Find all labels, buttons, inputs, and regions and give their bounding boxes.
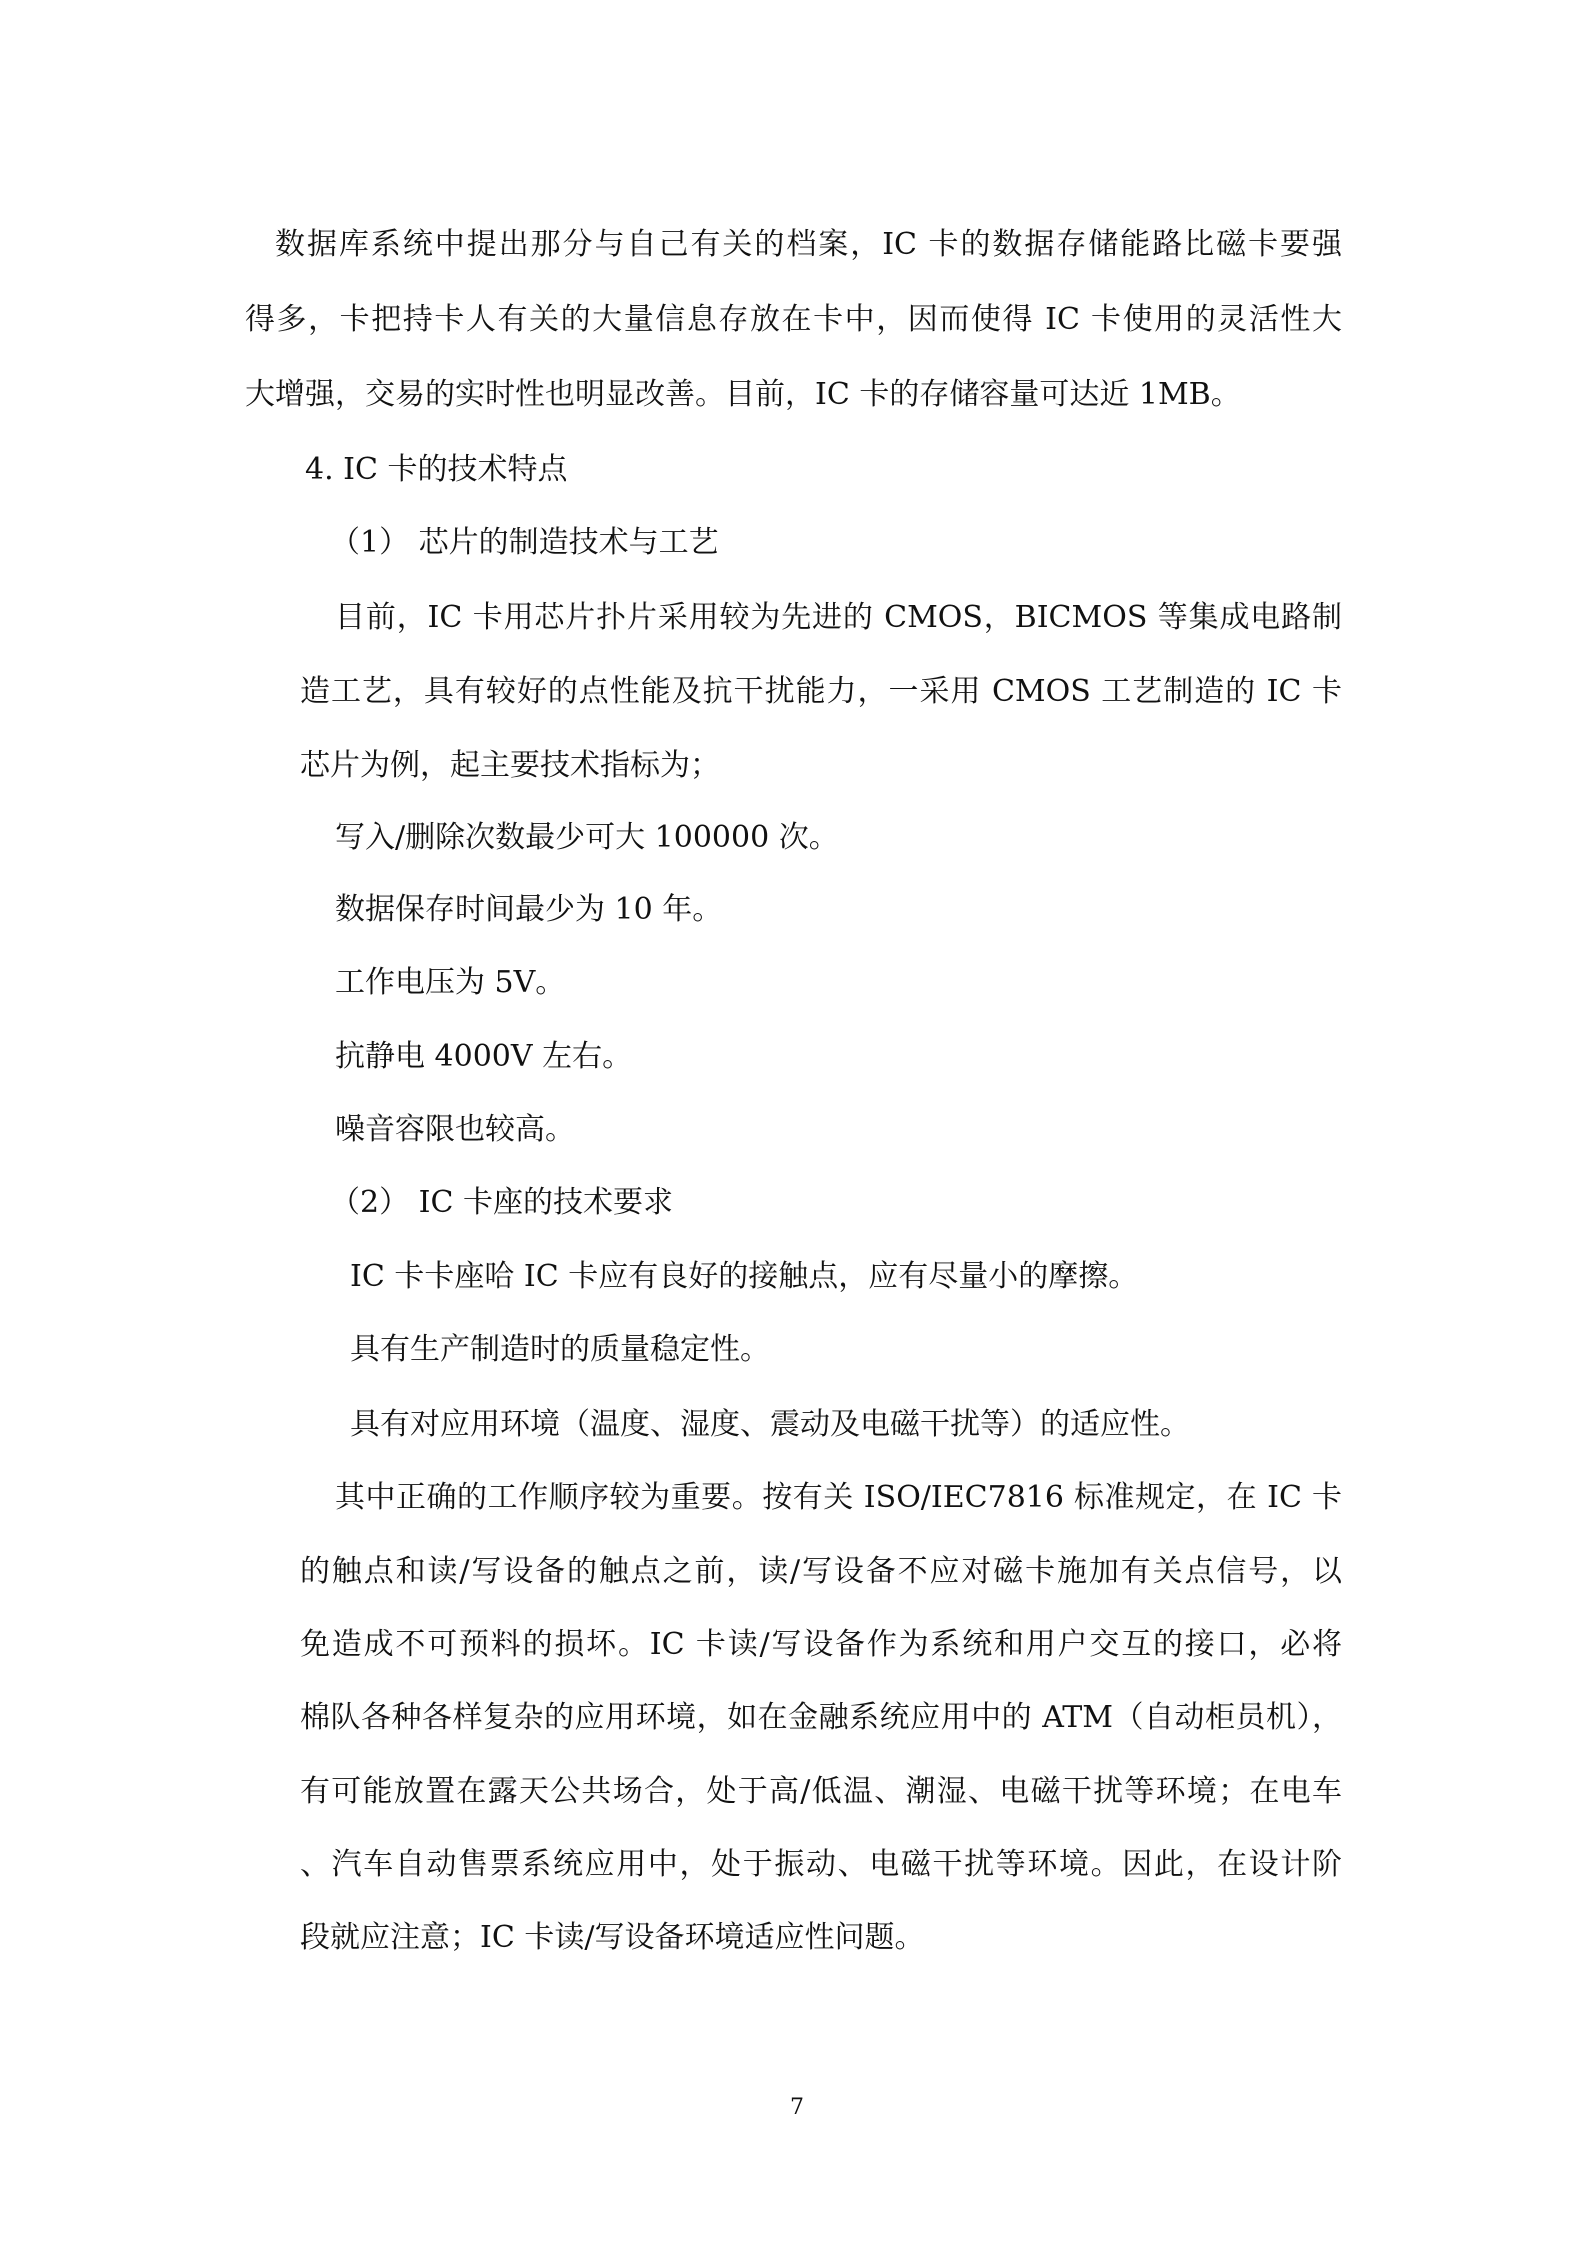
paragraph-line: 大增强，交易的实时性也明显改善。目前，IC 卡的存储容量可达近 1MB。: [245, 377, 1241, 412]
paragraph-line: 免造成不可预料的损坏。IC 卡读/写设备作为系统和用户交互的接口，必将: [300, 1627, 1342, 1662]
paragraph-line: 造工艺，具有较好的点性能及抗干扰能力，一采用 CMOS 工艺制造的 IC 卡: [300, 674, 1342, 709]
paragraph-line: 其中正确的工作顺序较为重要。按有关 ISO/IEC7816 标准规定，在 IC 卡: [335, 1480, 1342, 1515]
paragraph-line: 段就应注意；IC 卡读/写设备环境适应性问题。: [300, 1920, 925, 1955]
subsection-heading: （1） 芯片的制造技术与工艺: [330, 525, 719, 560]
paragraph-line: 棉队各种各样复杂的应用环境，如在金融系统应用中的 ATM（自动柜员机），: [300, 1700, 1342, 1735]
paragraph-line: 数据库系统中提出那分与自己有关的档案，IC 卡的数据存储能路比磁卡要强: [275, 227, 1342, 262]
requirement-item: IC 卡卡座哈 IC 卡应有良好的接触点，应有尽量小的摩擦。: [350, 1259, 1139, 1294]
requirement-item: 具有对应用环境（温度、湿度、震动及电磁干扰等）的适应性。: [350, 1407, 1190, 1442]
subsection-heading: （2） IC 卡座的技术要求: [330, 1185, 673, 1220]
section-heading: 4. IC 卡的技术特点: [305, 452, 568, 487]
spec-item: 噪音容限也较高。: [335, 1112, 575, 1147]
paragraph-line: 有可能放置在露天公共场合，处于高/低温、潮湿、电磁干扰等环境；在电车: [300, 1774, 1342, 1809]
spec-item: 抗静电 4000V 左右。: [335, 1039, 633, 1074]
paragraph-line: 的触点和读/写设备的触点之前，读/写设备不应对磁卡施加有关点信号，以: [300, 1554, 1342, 1589]
spec-item: 写入/删除次数最少可大 100000 次。: [335, 820, 839, 855]
spec-item: 数据保存时间最少为 10 年。: [335, 892, 723, 927]
paragraph-line: 目前，IC 卡用芯片扑片采用较为先进的 CMOS，BICMOS 等集成电路制: [335, 600, 1342, 635]
paragraph-line: 芯片为例，起主要技术指标为；: [300, 748, 720, 783]
spec-item: 工作电压为 5V。: [335, 965, 566, 1000]
paragraph-line: 得多，卡把持卡人有关的大量信息存放在卡中，因而使得 IC 卡使用的灵活性大: [245, 302, 1342, 337]
paragraph-line: 、汽车自动售票系统应用中，处于振动、电磁干扰等环境。因此，在设计阶: [300, 1847, 1342, 1882]
page-number: 7: [790, 2095, 804, 2120]
requirement-item: 具有生产制造时的质量稳定性。: [350, 1332, 770, 1367]
